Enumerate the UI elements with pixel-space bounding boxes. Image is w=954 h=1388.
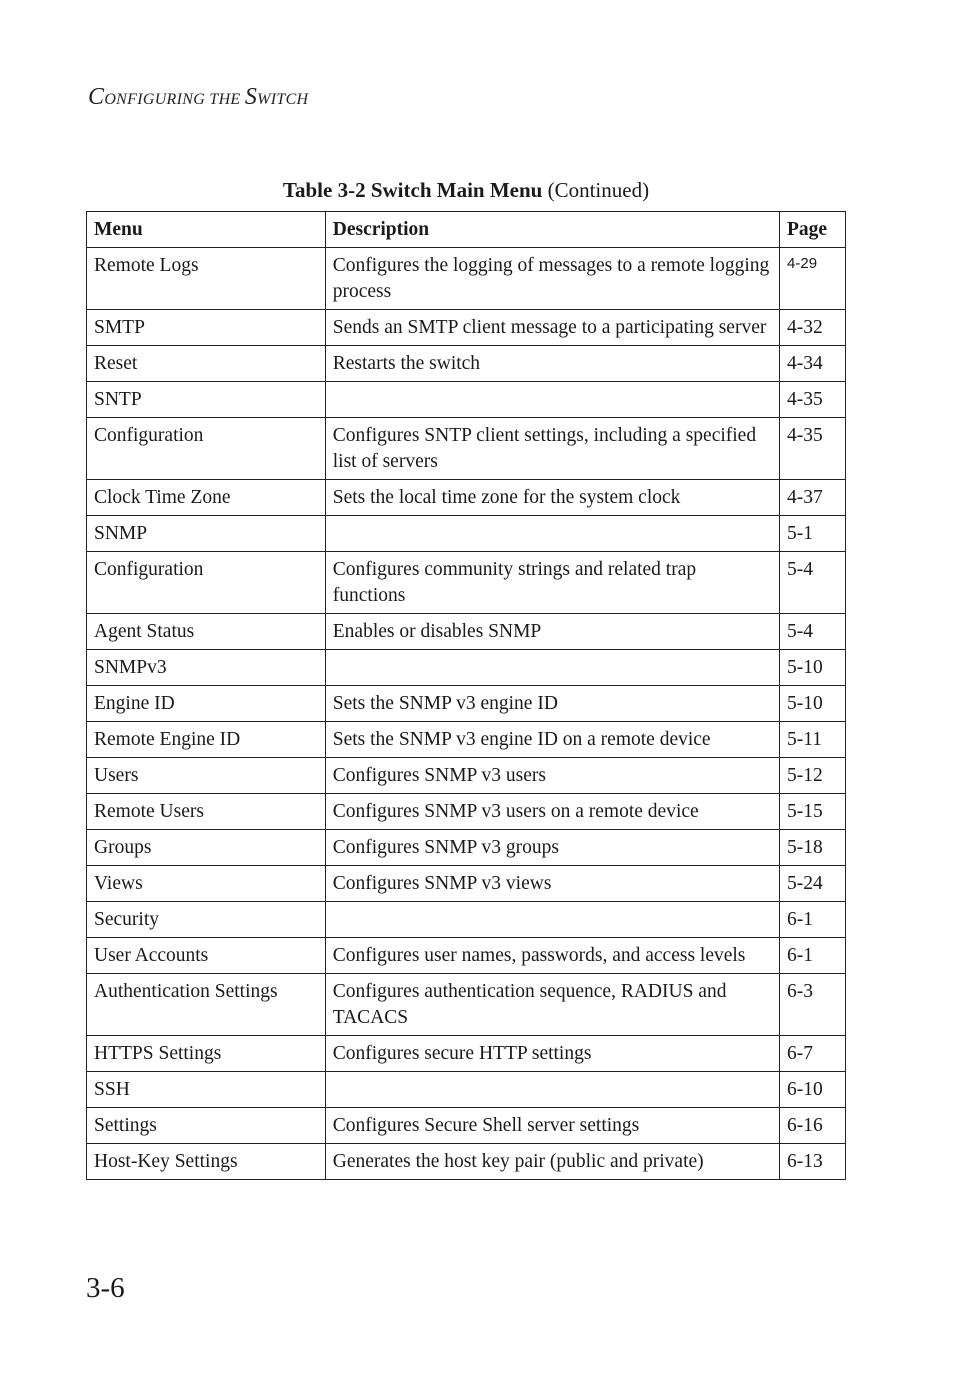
table-row bbox=[87, 418, 846, 480]
menu-cell: SNMPv3 bbox=[87, 650, 326, 686]
table-row bbox=[87, 794, 846, 830]
table-caption bbox=[86, 178, 846, 203]
table-header-row bbox=[87, 212, 846, 248]
table-row bbox=[87, 722, 846, 758]
description-cell bbox=[325, 382, 779, 418]
table-row bbox=[87, 310, 846, 346]
table-row bbox=[87, 516, 846, 552]
page-cell: 5-15 bbox=[780, 794, 846, 830]
description-cell: Enables or disables SNMP bbox=[325, 614, 779, 650]
table-body bbox=[87, 248, 846, 1180]
menu-cell: Configuration bbox=[87, 552, 326, 614]
page-cell: 6-13 bbox=[780, 1144, 846, 1180]
page-cell: 6-7 bbox=[780, 1036, 846, 1072]
description-cell: Restarts the switch bbox=[325, 346, 779, 382]
description-cell: Configures community strings and related trap functions bbox=[325, 552, 779, 614]
table-row bbox=[87, 1144, 846, 1180]
menu-cell: Authentication Settings bbox=[87, 974, 326, 1036]
menu-cell: Host-Key Settings bbox=[87, 1144, 326, 1180]
table-row bbox=[87, 614, 846, 650]
description-cell: Sends an SMTP client message to a participating server bbox=[325, 310, 779, 346]
table-row bbox=[87, 974, 846, 1036]
page-cell: 6-1 bbox=[780, 938, 846, 974]
menu-cell: Reset bbox=[87, 346, 326, 382]
menu-cell: Groups bbox=[87, 830, 326, 866]
description-cell bbox=[325, 516, 779, 552]
table-row bbox=[87, 938, 846, 974]
page-number: 3-6 bbox=[86, 1272, 125, 1304]
table-row bbox=[87, 650, 846, 686]
page-cell: 4-29 bbox=[780, 248, 846, 310]
description-cell: Configures SNTP client settings, including a specified list of servers bbox=[325, 418, 779, 480]
menu-cell: HTTPS Settings bbox=[87, 1036, 326, 1072]
page-cell: 5-4 bbox=[780, 552, 846, 614]
table-row bbox=[87, 1108, 846, 1144]
page-cell: 5-24 bbox=[780, 866, 846, 902]
table-row bbox=[87, 902, 846, 938]
page-cell: 5-10 bbox=[780, 650, 846, 686]
page-cell: 6-10 bbox=[780, 1072, 846, 1108]
column-header-description: Description bbox=[325, 212, 779, 248]
page-cell: 5-18 bbox=[780, 830, 846, 866]
table-row bbox=[87, 866, 846, 902]
page-cell: 6-1 bbox=[780, 902, 846, 938]
menu-cell: SMTP bbox=[87, 310, 326, 346]
table-row bbox=[87, 248, 846, 310]
menu-cell: User Accounts bbox=[87, 938, 326, 974]
description-cell: Sets the SNMP v3 engine ID bbox=[325, 686, 779, 722]
description-cell: Configures authentication sequence, RADIUS and TACACS bbox=[325, 974, 779, 1036]
menu-cell: Engine ID bbox=[87, 686, 326, 722]
table-row bbox=[87, 830, 846, 866]
menu-cell: Clock Time Zone bbox=[87, 480, 326, 516]
page-cell: 4-35 bbox=[780, 382, 846, 418]
description-cell bbox=[325, 902, 779, 938]
page-cell: 6-16 bbox=[780, 1108, 846, 1144]
menu-cell: Remote Engine ID bbox=[87, 722, 326, 758]
menu-cell: Remote Logs bbox=[87, 248, 326, 310]
column-header-page: Page bbox=[780, 212, 846, 248]
menu-cell: Remote Users bbox=[87, 794, 326, 830]
description-cell: Configures Secure Shell server settings bbox=[325, 1108, 779, 1144]
table-row bbox=[87, 758, 846, 794]
page-cell: 5-11 bbox=[780, 722, 846, 758]
menu-cell: SNTP bbox=[87, 382, 326, 418]
description-cell: Sets the local time zone for the system clock bbox=[325, 480, 779, 516]
table-caption-label: Table 3-2 Switch Main Menu bbox=[282, 178, 543, 202]
page-cell: 4-37 bbox=[780, 480, 846, 516]
description-cell bbox=[325, 1072, 779, 1108]
menu-cell: SNMP bbox=[87, 516, 326, 552]
menu-cell: SSH bbox=[87, 1072, 326, 1108]
page-cell: 5-4 bbox=[780, 614, 846, 650]
description-cell: Configures SNMP v3 users bbox=[325, 758, 779, 794]
column-header-menu: Menu bbox=[87, 212, 326, 248]
description-cell: Configures secure HTTP settings bbox=[325, 1036, 779, 1072]
menu-cell: Agent Status bbox=[87, 614, 326, 650]
table-row bbox=[87, 480, 846, 516]
description-cell: Configures user names, passwords, and access levels bbox=[325, 938, 779, 974]
description-cell: Generates the host key pair (public and private) bbox=[325, 1144, 779, 1180]
page-cell: 4-32 bbox=[780, 310, 846, 346]
running-header bbox=[88, 84, 308, 111]
table-row bbox=[87, 552, 846, 614]
table-row bbox=[87, 382, 846, 418]
page-cell: 5-12 bbox=[780, 758, 846, 794]
table-caption-suffix: (Continued) bbox=[542, 178, 650, 202]
description-cell bbox=[325, 650, 779, 686]
menu-cell: Settings bbox=[87, 1108, 326, 1144]
table-row bbox=[87, 346, 846, 382]
description-cell: Configures SNMP v3 views bbox=[325, 866, 779, 902]
switch-main-menu-table bbox=[86, 211, 846, 1180]
menu-cell: Views bbox=[87, 866, 326, 902]
table-row bbox=[87, 1036, 846, 1072]
menu-cell: Users bbox=[87, 758, 326, 794]
running-header-part-1: ONFIGURING THE bbox=[104, 91, 245, 108]
running-header-initial-c: C bbox=[88, 84, 105, 110]
running-header-initial-s: S bbox=[244, 84, 258, 110]
description-cell: Configures SNMP v3 groups bbox=[325, 830, 779, 866]
page-cell: 5-1 bbox=[780, 516, 846, 552]
menu-cell: Security bbox=[87, 902, 326, 938]
page-cell: 6-3 bbox=[780, 974, 846, 1036]
page-cell: 4-35 bbox=[780, 418, 846, 480]
table-row bbox=[87, 686, 846, 722]
description-cell: Configures SNMP v3 users on a remote device bbox=[325, 794, 779, 830]
page-cell: 5-10 bbox=[780, 686, 846, 722]
page-cell: 4-34 bbox=[780, 346, 846, 382]
description-cell: Sets the SNMP v3 engine ID on a remote device bbox=[325, 722, 779, 758]
table-row bbox=[87, 1072, 846, 1108]
menu-cell: Configuration bbox=[87, 418, 326, 480]
running-header-part-2: WITCH bbox=[257, 91, 309, 108]
description-cell: Configures the logging of messages to a remote logging process bbox=[325, 248, 779, 310]
